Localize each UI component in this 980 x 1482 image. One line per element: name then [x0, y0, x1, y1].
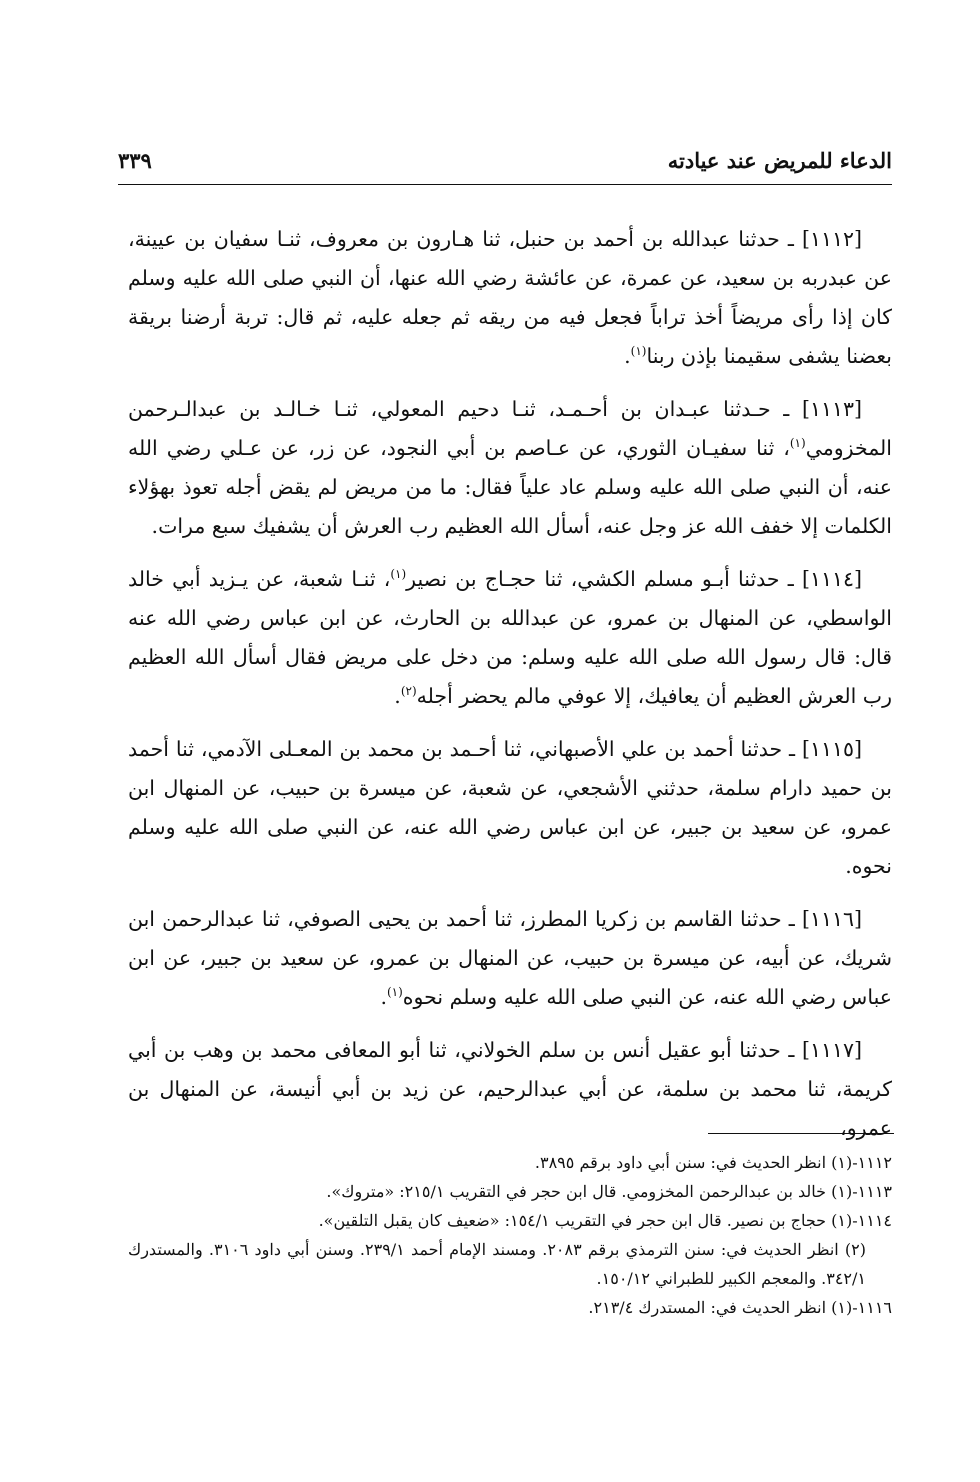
hadith-text-cont: ، ثنـا شعبة، عن يـزيد أبي خالد الواسطي، عن المنهال بن عمرو، عن عبدالله بن الحارث، عن ابن عباس رضي الله عنه قال: قال رسول الله صلى الله عليه وسلم: من دخل على مريض فقال أسأل الله العظيم رب العرش العظيم أن يعافيك، إلا عوفي مالم يحضر أجله — [128, 567, 892, 708]
footnote-marker: (١) — [390, 567, 407, 582]
footnote-marker: (١) — [789, 436, 806, 451]
hadith-number: [١١١٤] — [801, 567, 862, 591]
running-header — [118, 140, 892, 180]
hadith-1115 — [128, 730, 892, 886]
footnote-marker: (١) — [630, 344, 647, 359]
hadith-number: [١١١٢] — [801, 227, 862, 251]
footnote-1114-2: (٢) انظر الحديث في: سنن الترمذي برقم ٢٠٨٣. ومسند الإمام أحمد ٢٣٩/١. وسنن أبي داود ٣١٠٦. والمستدرك ٣٤٢/١. والمعجم الكبير للطبراني ١٥٠/١٢. — [128, 1240, 866, 1288]
footnote-1112: ١١١٢-(١) انظر الحديث في: سنن أبي داود برقم ٣٨٩٥. — [534, 1153, 892, 1172]
hadith-text: ـ حدثنا عبدالله بن أحمد بن حنبل، ثنا هـارون بن معروف، ثنـا سفيان بن عيينة، عن عبدربه بن سعيد، عن عمرة، عن عائشة رضي الله عنها، أن النبي صلى الله عليه وسلم كان إذا رأى مريضاً أخذ تراباً فجعل فيه من ريقه ثم جعله عليه، ثم قال: تربة أرضنا بريقة بعضنا يشفى سقيمنا بإذن ربنا — [128, 227, 892, 368]
hadith-text-cont: ، ثنا سفيـان الثوري، عن عـاصم بن أبي النجود، عن زر، عن عـلي رضي الله عنه، أن النبي صلى الله عليه وسلم عاد علياً فقال: ما من مريض لم يقض أجله تعوذ بهؤلاء الكلمات إلا خفف الله عز وجل عنه، أسأل الله العظيم رب العرش أن يشفيك سبع مرات. — [128, 436, 892, 538]
hadith-number: [١١١٣] — [801, 397, 862, 421]
hadith-text: ـ حدثنا أحمد بن علي الأصبهاني، ثنا أحـمد بن محمد بن المعـلى الآدمي، ثنا أحمد بن حميد دارام سلمة، حدثني الأشجعي، عن شعبة، عن ميسرة بن حبيب، عن المنهال ابن عمرو، عن سعيد بن جبير، عن ابن عباس رضي الله عنه، عن النبي صلى الله عليه وسلم نحوه. — [128, 737, 892, 878]
hadith-text: ـ حدثنا أبـو مسلم الكشي، ثنا حجـاج بن نصير — [406, 567, 794, 591]
footnote-1114: ١١١٤-(١) حجاج بن نصير. قال ابن حجر في التقريب ١٥٤/١: «ضعيف كان يقبل التلقين». — [318, 1211, 892, 1230]
main-text — [128, 220, 892, 1162]
hadith-end: . — [380, 985, 387, 1009]
hadith-number: [١١١٧] — [801, 1038, 862, 1062]
hadith-end: . — [624, 344, 631, 368]
page-number: ٣٣٩ — [118, 147, 152, 173]
footnote-marker: (١) — [386, 985, 403, 1000]
hadith-number: [١١١٦] — [801, 907, 862, 931]
footnotes — [128, 1148, 892, 1322]
footnote-rule — [708, 1133, 894, 1134]
hadith-1116 — [128, 900, 892, 1017]
hadith-number: [١١١٥] — [801, 737, 862, 761]
hadith-1112 — [128, 220, 892, 376]
header-rule — [118, 184, 892, 185]
hadith-text: ـ حدثنا أبو عقيل أنس بن سلم الخولاني، ثنا أبو المعافى محمد بن وهب بن أبي كريمة، ثنا محمد بن سلمة، عن أبي عبدالرحيم، عن زيد بن أبي أنيسة، عن المنهال بن عمرو، — [128, 1038, 892, 1140]
hadith-1113 — [128, 390, 892, 546]
hadith-text: ـ حدثنا القاسم بن زكريا المطرز، ثنا أحمد بن يحيى الصوفي، ثنا عبدالرحمن ابن شريك، عن أبيه، عن ميسرة بن حبيب، عن المنهال بن عمرو، عن سعيد بن جبير، عن ابن عباس رضي الله عنه، عن النبي صلى الله عليه وسلم نحوه — [128, 907, 892, 1009]
hadith-1117 — [128, 1031, 892, 1148]
hadith-end: . — [394, 684, 401, 708]
hadith-text: ـ حـدثنا عبـدان بن أحـمـد، ثنـا دحيم المعولي، ثنـا خـالـد بن عبدالـرحمن المخزومي — [128, 397, 892, 460]
footnote-marker: (٢) — [400, 684, 417, 699]
footnote-1116: ١١١٦-(١) انظر الحديث في: المستدرك ٢١٣/٤. — [588, 1298, 892, 1317]
chapter-title: الدعاء للمريض عند عيادته — [667, 147, 892, 173]
footnote-1113: ١١١٣-(١) خالد بن عبدالرحمن المخزومي. قال ابن حجر في التقريب ٢١٥/١: «متروك». — [326, 1182, 892, 1201]
hadith-1114 — [128, 560, 892, 716]
